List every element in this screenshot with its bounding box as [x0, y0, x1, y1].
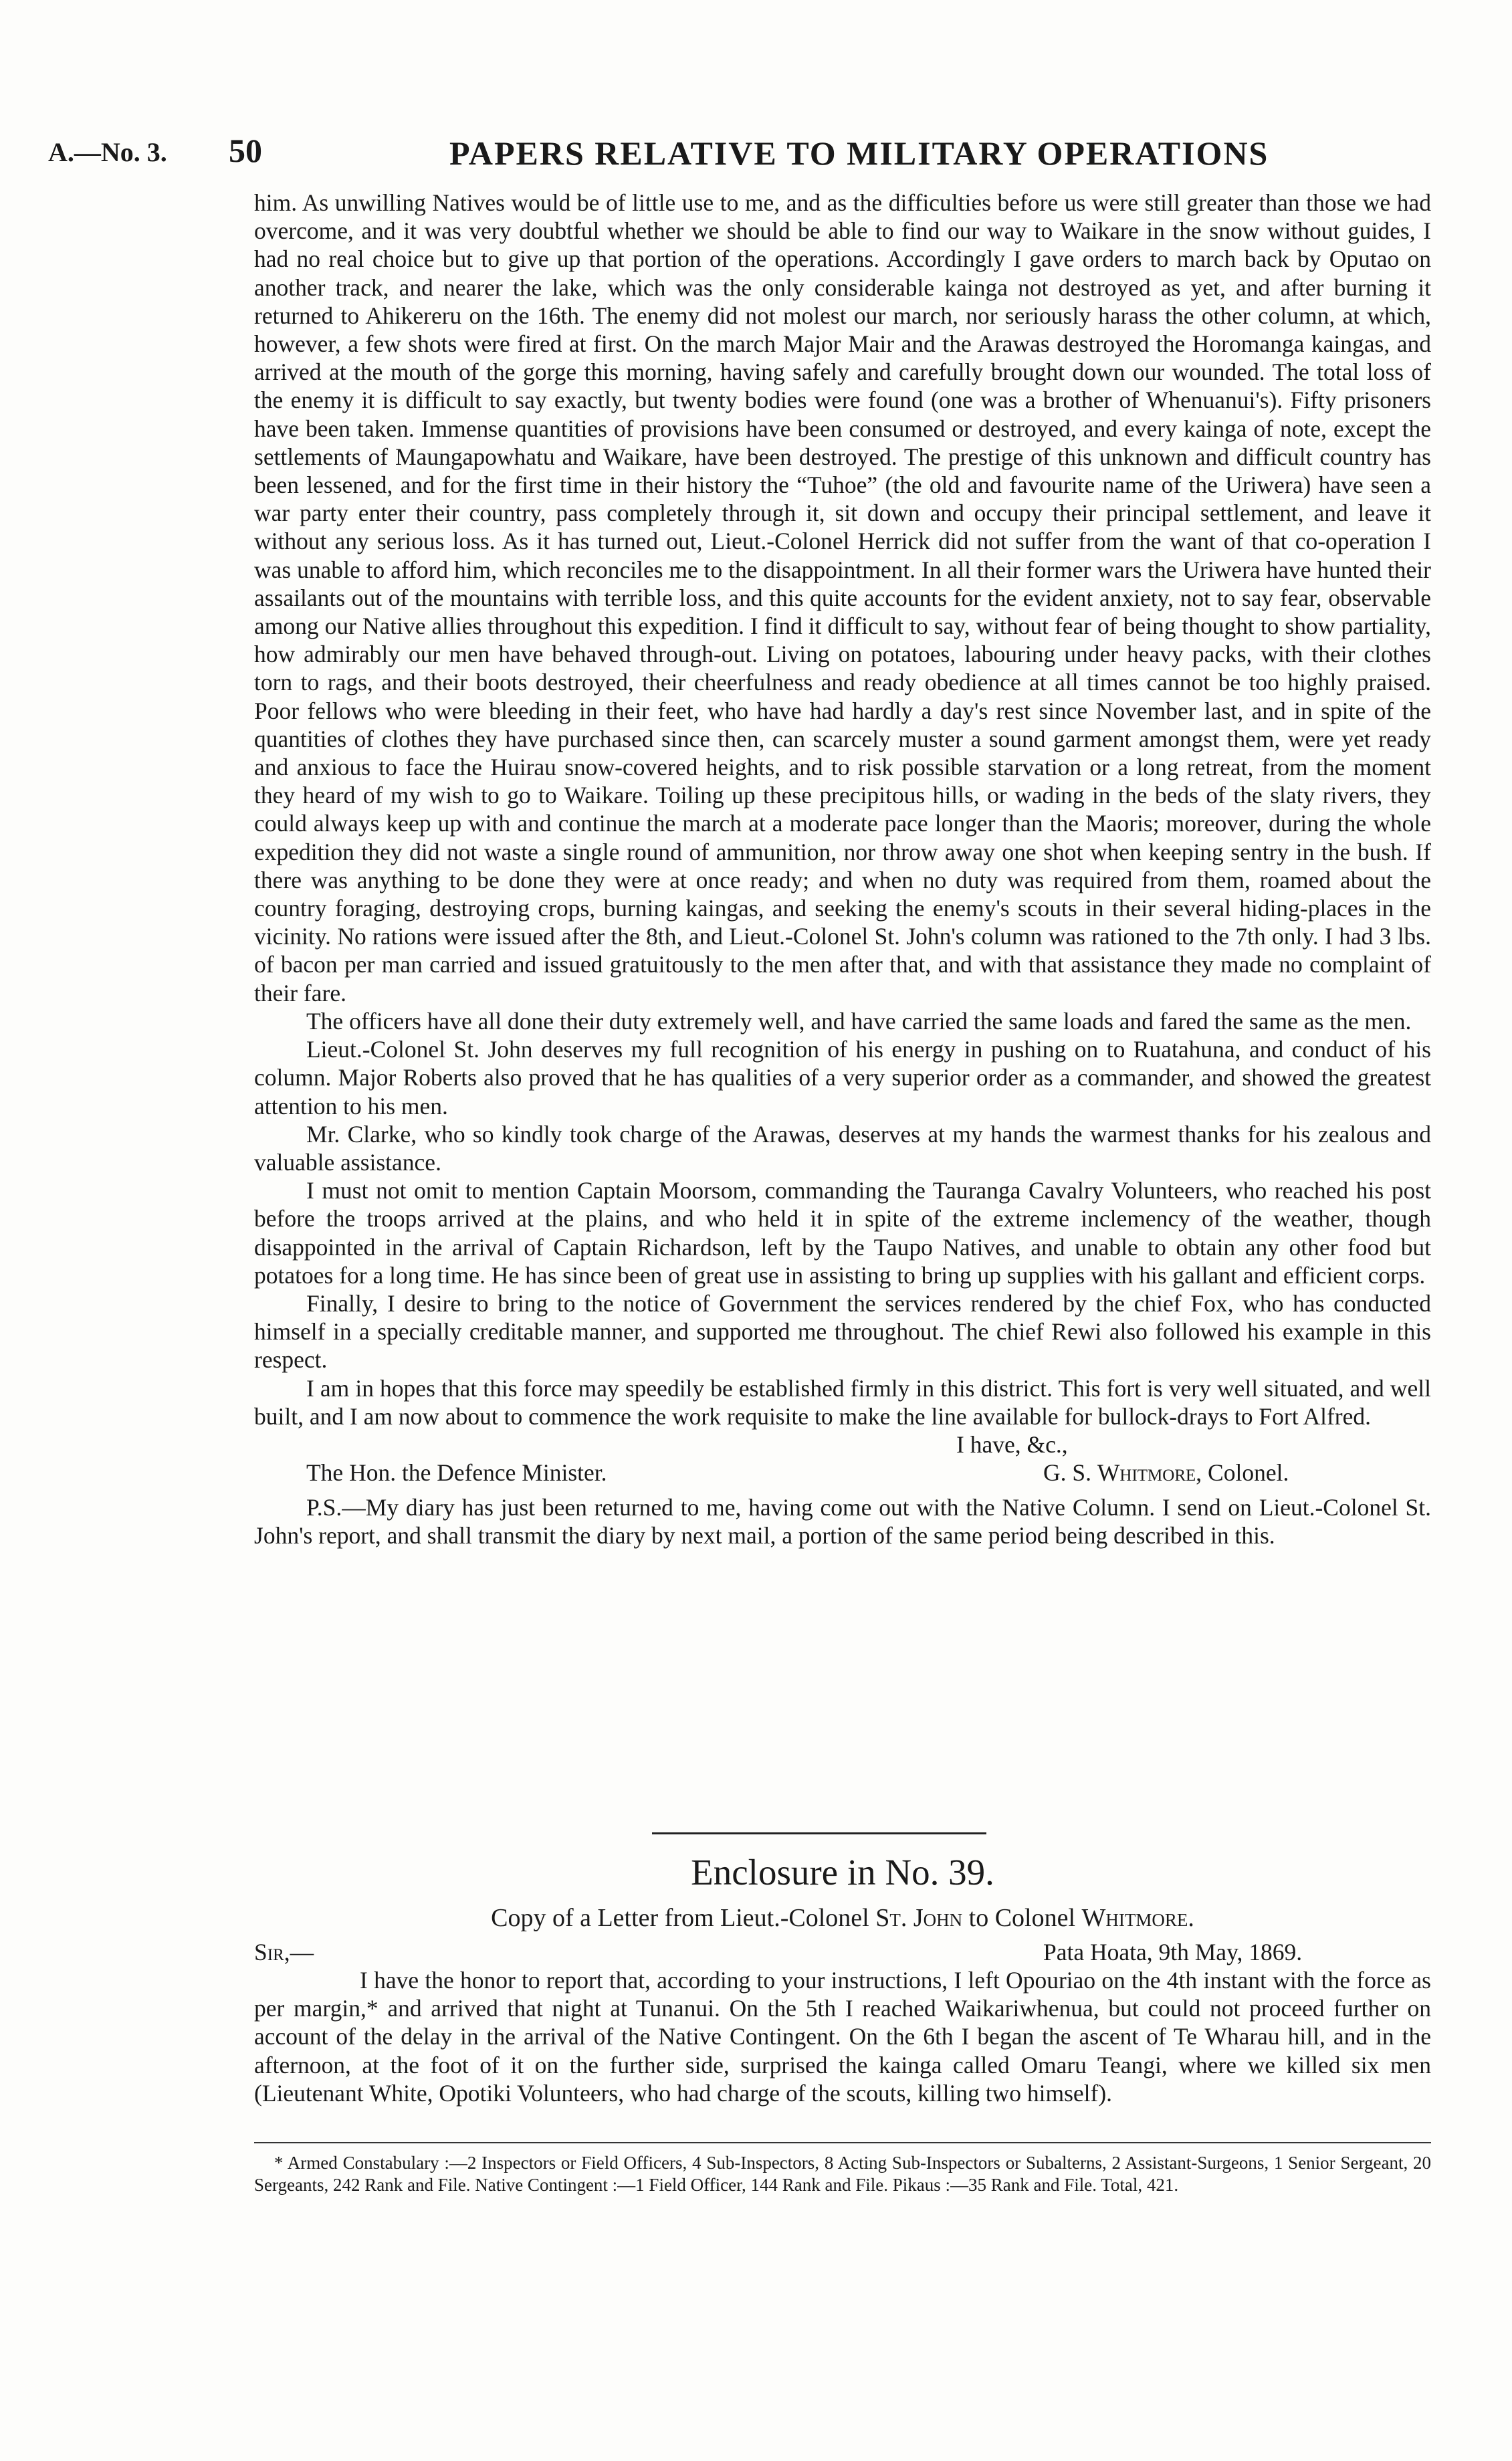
- subtitle-name-whitmore: Whitmore: [1081, 1904, 1188, 1932]
- signature: [1043, 1459, 1289, 1487]
- body-paragraph: Lieut.-Colonel St. John deserves my full recognition of his energy in pushing on to Ruatahuna, and conduct of his column. Major Roberts also proved that he has qualities of a very superior order as a commander, and showed the greatest attention to his men.: [254, 1036, 1431, 1119]
- body-paragraph: I must not omit to mention Captain Moorsom, commanding the Tauranga Cavalry Volunteers, who reached his post before the troops arrived at the plains, and who held it in spite of the extreme inclemency of the weather, though disappointed in the arrival of Captain Richardson, left by the Taupo Natives, and unable to obtain any other food but potatoes for a long time. He has since been of great use in assisting to bring up supplies with his gallant and efficient corps.: [254, 1177, 1431, 1289]
- body-paragraph: I am in hopes that this force may speedily be established firmly in this district. This fort is very well situated, and well built, and I am now about to commence the work requisite to make the line available for bullock-drays to Fort Alfred.: [254, 1374, 1431, 1430]
- section-divider: [652, 1832, 986, 1834]
- enclosure-title: Enclosure in No. 39.: [691, 1852, 994, 1893]
- page-number: 50: [229, 132, 262, 169]
- letter-paragraph: I have the honor to report that, according to your instructions, I left Opouriao on the 4th instant with the force as per margin,* and arrived that night at Tunanui. On the 5th I reached Waikariwhenua, but could not proceed further on account of the delay in the arrival of the Native Contingent. On the 6th I began the ascent of Te Wharau hill, and in the afternoon, at the foot of it on the further side, surprised the kainga called Omaru Teangi, where we killed six men (Lieutenant White, Opotiki Volunteers, who had charge of the scouts, killing two himself).: [254, 1967, 1431, 2107]
- dateline: Pata Hoata, 9th May, 1869.: [1043, 1939, 1303, 1965]
- enclosure-subtitle: [254, 1903, 1431, 1933]
- signature-name: Whitmore: [1097, 1459, 1196, 1486]
- closing-line: [254, 1430, 1431, 1459]
- subtitle-text: to Colonel: [962, 1904, 1082, 1932]
- body-paragraph: The officers have all done their duty extremely well, and have carried the same loads and fared the same as the men.: [306, 1007, 1412, 1035]
- document-reference: A.—No. 3.: [48, 137, 167, 167]
- signature-initials: G. S.: [1043, 1459, 1092, 1486]
- subtitle-text: Copy of a Letter from Lieut.-Colonel: [491, 1904, 876, 1932]
- running-title: PAPERS RELATIVE TO MILITARY OPERATIONS: [449, 134, 1269, 172]
- margin-footnote: * Armed Constabulary :—2 Inspectors or Field Officers, 4 Sub-Inspectors, 8 Acting Sub-Inspectors or Subalterns, 2 Assistant-Surgeons, 1 Senior Sergeant, 20 Sergeants, 242 Rank and File. Native Contingent :—1 Field Officer, 144 Rank and File. Pikaus :—35 Rank and File. Total, 421.: [254, 2153, 1431, 2195]
- subtitle-name-st-john: St. John: [875, 1904, 963, 1932]
- page-header: [48, 131, 1426, 178]
- footnote-rule: [254, 2142, 1431, 2143]
- report-body: [254, 189, 1431, 1549]
- body-paragraph: Mr. Clarke, who so kindly took charge of the Arawas, deserves at my hands the warmest thanks for his zealous and valuable assistance.: [254, 1120, 1431, 1176]
- signature-rank: , Colonel.: [1196, 1459, 1289, 1486]
- addressee: The Hon. the Defence Minister.: [306, 1459, 607, 1486]
- postscript: P.S.—My diary has just been returned to me, having come out with the Native Column. I send on Lieut.-Colonel St. John's report, and shall transmit the diary by next mail, a portion of the same period being described in this.: [254, 1493, 1431, 1549]
- signature-line: [254, 1459, 1431, 1487]
- salutation: Sir,—: [254, 1939, 314, 1965]
- body-paragraph: Finally, I desire to bring to the notice of Government the services rendered by the chief Fox, who has conducted himself in a specially creditable manner, and supported me throughout. The chief Rewi also followed his example in this respect.: [254, 1289, 1431, 1374]
- enclosure-letter: [254, 1966, 1431, 2107]
- closing: I have, &c.,: [956, 1430, 1068, 1458]
- body-paragraph: him. As unwilling Natives would be of little use to me, and as the difficulties before us were still greater than those we had overcome, and it was very doubtful whether we should be able to find our way to Waikare in the snow without guides, I had no real choice but to give up that portion of the operations. Accordingly I gave orders to march back by Oputao on another track, and nearer the lake, which was the only considerable kainga not destroyed as yet, and after burning it returned to Ahikereru on the 16th. The enemy did not molest our march, nor seriously harass the other column, at which, however, a few shots were fired at first. On the march Major Mair and the Arawas destroyed the Horomanga kaingas, and arrived at the mouth of the gorge this morning, having safely and carefully brought down our wounded. The total loss of the enemy it is difficult to say exactly, but twenty bodies were found (one was a brother of Whenuanui's). Fifty prisoners have been taken. Immense quantities of provisions have been consumed or destroyed, and every kainga of note, except the settlements of Maungapowhatu and Waikare, have been destroyed. The prestige of this unknown and difficult country has been lessened, and for the first time in their history the “Tuhoe” (the old and favourite name of the Uriwera) have seen a war party enter their country, pass completely through it, sit down and occupy their principal settlement, and leave it without any serious loss. As it has turned out, Lieut.-Colonel Herrick did not suffer from the want of that co-operation I was unable to afford him, which reconciles me to the disappointment. In all their former wars the Uriwera have hunted their assailants out of the mountains with terrible loss, and this quite accounts for the evident anxiety, not to say fear, observable among our Native allies throughout this expedition. I find it difficult to say, without fear of being thought to show partiality, how admirably our men have behaved through-out. Living on potatoes, labouring under heavy packs, with their clothes torn to rags, and their boots destroyed, their cheerfulness and ready obedience at all times cannot be too highly praised. Poor fellows who were bleeding in their feet, who have had hardly a day's rest since November last, and in spite of the quantities of clothes they have purchased since then, can scarcely muster a sound garment amongst them, were yet ready and anxious to face the Huirau snow-covered heights, and to risk possible starvation or a long retreat, from the moment they heard of my wish to go to Waikare. Toiling up these precipitous hills, or wading in the beds of the slaty rivers, they could always keep up with and continue the march at a moderate pace longer than the Maoris; moreover, during the whole expedition they did not waste a single round of ammunition, nor throw away one shot when keeping sentry in the bush. If there was anything to be done they were at once ready; and when no duty was required from them, roamed about the country foraging, destroying crops, burning kaingas, and seeking the enemy's scouts in their several hiding-places in the vicinity. No rations were issued after the 8th, and Lieut.-Colonel St. John's column was rationed to the 7th only. I had 3 lbs. of bacon per man carried and issued gratuitously to the men after that, and with that assistance they made no complaint of their fare.: [254, 189, 1431, 1006]
- subtitle-text: .: [1188, 1904, 1194, 1932]
- salutation-line: [254, 1938, 1431, 1967]
